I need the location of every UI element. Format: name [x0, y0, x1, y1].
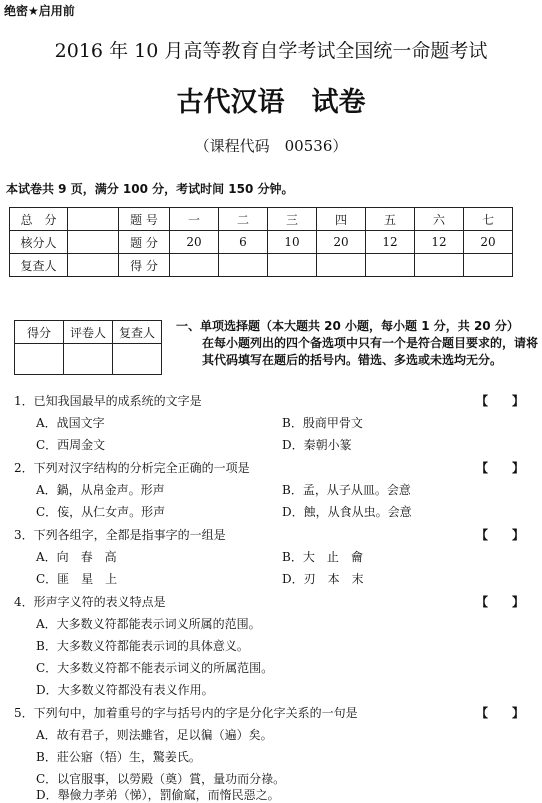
option-d: D．舉儉力孝弟（悌），罰偷窳，而惰民惡之。 [36, 788, 280, 802]
score-cell: 12 [415, 231, 464, 254]
score-cell[interactable] [170, 254, 219, 277]
score-cell: 核分人 [10, 231, 68, 254]
grader-entry-cell[interactable] [113, 344, 162, 375]
option-d: D．刃 本 末 [282, 572, 364, 586]
option-c: C．侫，从仁女声。形声 [36, 505, 166, 519]
score-row [10, 254, 513, 277]
section-heading: 一、单项选择题（本大题共 20 小题，每小题 1 分，共 20 分） [176, 319, 519, 333]
score-cell: 五 [366, 208, 415, 231]
option-d: D．大多数义符都没有表义作用。 [36, 683, 214, 697]
exam-title: 2016 年 10 月高等教育自学考试全国统一命题考试 [54, 40, 488, 62]
score-cell: 题 分 [119, 231, 170, 254]
answer-bracket[interactable]: 【 】 [476, 461, 525, 475]
score-cell: 20 [170, 231, 219, 254]
course-code: （课程代码 00536） [194, 137, 348, 155]
grader-entry-cell[interactable] [15, 344, 64, 375]
option-c: C．大多数义符都不能表示词义的所属范围。 [36, 661, 274, 675]
subject-title: 古代汉语 试卷 [176, 87, 366, 118]
section-instructions: 在每小题列出的四个备选项中只有一个是符合题目要求的，请将其代码填写在题后的括号内。错选、多选或未选均无分。 [202, 336, 539, 367]
score-cell[interactable] [268, 254, 317, 277]
option-b: B．大 止 龠 [282, 550, 363, 564]
grader-entry-row [15, 344, 162, 375]
score-cell[interactable] [68, 231, 119, 254]
option-d: D．秦朝小篆 [282, 438, 352, 452]
option-c: C．匪 星 上 [36, 572, 118, 586]
score-table [9, 207, 513, 277]
score-cell: 10 [268, 231, 317, 254]
option-b: B．孟，从子从皿。会意 [282, 483, 411, 497]
score-cell[interactable] [366, 254, 415, 277]
option-a: A．故有君子，则法雖省，足以徧（遍）矣。 [36, 728, 273, 742]
option-a: A．大多数义符都能表示词义所属的范围。 [36, 617, 261, 631]
answer-bracket[interactable]: 【 】 [476, 595, 525, 609]
option-a: A．鍋，从帛金声。形声 [36, 483, 165, 497]
grader-header-row [15, 321, 162, 344]
answer-bracket[interactable]: 【 】 [476, 394, 525, 408]
grader-header: 评卷人 [64, 321, 113, 344]
score-cell: 四 [317, 208, 366, 231]
score-cell: 20 [464, 231, 513, 254]
score-cell: 二 [219, 208, 268, 231]
grader-header: 得分 [15, 321, 64, 344]
score-row [10, 231, 513, 254]
score-cell: 12 [366, 231, 415, 254]
score-cell: 七 [464, 208, 513, 231]
score-cell[interactable] [317, 254, 366, 277]
score-cell: 三 [268, 208, 317, 231]
section-heading-block [176, 318, 538, 369]
option-b: B．殷商甲骨文 [282, 416, 363, 430]
score-cell[interactable] [219, 254, 268, 277]
score-cell: 一 [170, 208, 219, 231]
option-d: D．蝕，从食从虫。会意 [282, 505, 412, 519]
confidential-label: 绝密★启用前 [4, 4, 75, 18]
score-row [10, 208, 513, 231]
score-cell[interactable] [68, 254, 119, 277]
score-cell: 六 [415, 208, 464, 231]
option-c: C．西周金文 [36, 438, 106, 452]
score-cell: 得 分 [119, 254, 170, 277]
score-cell: 总 分 [10, 208, 68, 231]
answer-bracket[interactable]: 【 】 [476, 528, 525, 542]
answer-bracket[interactable]: 【 】 [476, 706, 525, 720]
option-b: B．大多数义符都能表示词的具体意义。 [36, 639, 249, 653]
option-a: A．战国文字 [36, 416, 105, 430]
score-cell[interactable] [415, 254, 464, 277]
score-cell: 20 [317, 231, 366, 254]
question-stem: 4．形声字义符的表义特点是 [14, 595, 166, 609]
score-cell: 题 号 [119, 208, 170, 231]
grader-box [14, 320, 162, 375]
grader-header: 复查人 [113, 321, 162, 344]
grader-entry-cell[interactable] [64, 344, 113, 375]
score-cell: 6 [219, 231, 268, 254]
score-cell: 复查人 [10, 254, 68, 277]
question-stem: 2．下列对汉字结构的分析完全正确的一项是 [14, 461, 250, 475]
option-c: C．以官服事，以勞殿（奠）賞，量功而分祿。 [36, 772, 286, 786]
option-b: B．莊公寤（牾）生，驚姜氏。 [36, 750, 201, 764]
question-stem: 1．已知我国最早的成系统的文字是 [14, 394, 202, 408]
score-cell[interactable] [68, 208, 119, 231]
option-a: A．向 春 高 [36, 550, 117, 564]
score-cell[interactable] [464, 254, 513, 277]
question-stem: 3．下列各组字，全都是指事字的一组是 [14, 528, 226, 542]
exam-intro: 本试卷共 9 页，满分 100 分，考试时间 150 分钟。 [6, 182, 294, 196]
question-stem: 5．下列句中，加着重号的字与括号内的字是分化字关系的一句是 [14, 706, 358, 720]
